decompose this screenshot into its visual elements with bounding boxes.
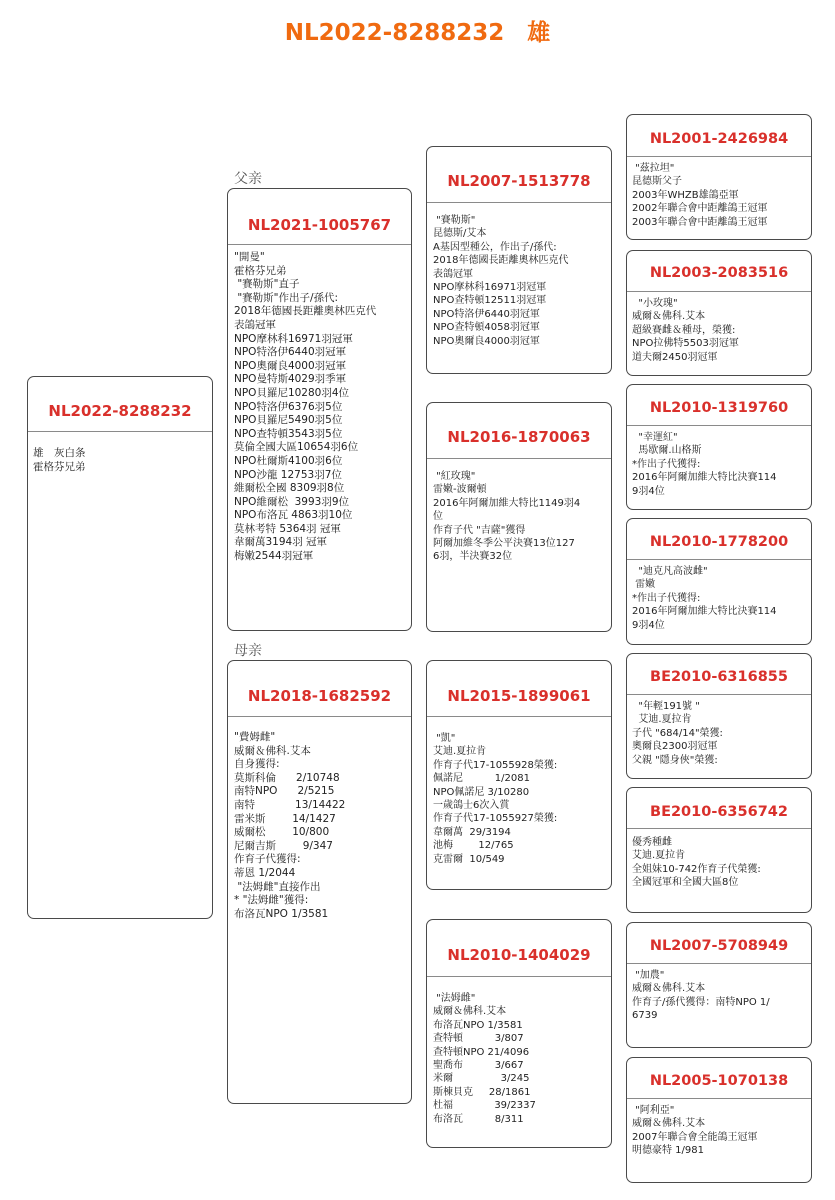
dss-details: "年輕191號 " 艾迪.夏拉肯 子代 "684/14"榮獲: 奧爾良2300羽冠軍 父親 "隱身俠"榮獲:: [632, 701, 723, 766]
ddd-details: "阿利亞" 威爾＆佛科.艾本 2007年聯合會全能鴿王冠軍 明德豪特 1/981: [632, 1105, 758, 1157]
divider: [427, 202, 611, 203]
sdd-ring-number: NL2010-1778200: [649, 534, 789, 550]
sire-card: [227, 188, 412, 631]
sire-details: "開曼" 霍格芬兄弟 "賽勒斯"直子 "賽勒斯"作出子/孫代: 2018年德國長距離奧林匹克代 表鴿冠軍 NPO摩林科16971羽冠軍 NPO特洛伊6440羽冠軍 NPO奧爾良4000羽冠軍 NPO曼特斯4029羽季軍 NPO貝羅尼10280羽4位 NPO特洛伊6376羽5位 NPO貝羅尼5490羽5位 NPO查特頓3543羽5位 莫倫全國大區10654羽6位 NPO杜爾斯4100羽6位 NPO沙龍 12753羽7位 維爾松全國 8309羽8位 NPO維爾松 3993羽9位 NPO布洛瓦 4863羽10位 莫林考特 5364羽 冠軍 韋爾萬3194羽 冠軍 梅嫩2544羽冠軍: [234, 251, 377, 563]
sire-ring-number: NL2021-1005767: [247, 216, 392, 234]
divider: [627, 1098, 811, 1099]
dam-card: [227, 660, 412, 1104]
sire-dam-details: "紅玫瑰" 雷嫩-波爾頓 2016年阿爾加維大特比1149羽4 位 作育子代 "吉薩"獲得 阿爾加維冬季公平決賽13位127 6羽，半決賽32位: [433, 471, 581, 563]
divider: [627, 559, 811, 560]
sire-sire-details: "賽勒斯" 昆德斯/艾本 A基因型種公，作出子/孫代: 2018年德國長距離奧林匹克代 表鴿冠軍 NPO摩林科16971羽冠軍 NPO查特頓12511羽冠軍 NPO特洛伊6440羽冠軍 NPO查特頓4058羽冠軍 NPO奧爾良4000羽冠軍: [433, 215, 569, 347]
sire-dam-dam-card: [626, 518, 812, 645]
sds-ring-number: NL2010-1319760: [649, 400, 789, 416]
dam-sire-sire-card: [626, 653, 812, 779]
dam-dam-card: [426, 919, 612, 1148]
dam-dam-ring-number: NL2010-1404029: [447, 946, 591, 964]
divider: [627, 156, 811, 157]
divider: [427, 716, 611, 717]
divider: [627, 291, 811, 292]
dsd-details: 優秀種雌 艾迪.夏拉肯 全姐妹10-742作育子代榮獲: 全國冠軍和全國大區8位: [632, 837, 761, 889]
dds-details: "加農" 威爾＆佛科.艾本 作育子/孫代獲得：南特NPO 1/ 6739: [632, 970, 770, 1022]
subject-details: 雄 灰白条 霍格芬兄弟: [33, 447, 86, 473]
sdd-details: "迪克凡高波雌" 雷嫩 *作出子代獲得: 2016年阿爾加維大特比決賽114 9羽4位: [632, 566, 777, 631]
dds-ring-number: NL2007-5708949: [649, 938, 789, 954]
divider: [627, 828, 811, 829]
sire-label: 父亲: [234, 171, 262, 187]
sire-dam-sire-card: [626, 384, 812, 510]
sire-sire-ring-number: NL2007-1513778: [447, 172, 591, 190]
dam-dam-sire-card: [626, 922, 812, 1048]
divider: [627, 425, 811, 426]
dam-label: 母亲: [234, 643, 262, 659]
sire-dam-card: [426, 402, 612, 632]
ddd-ring-number: NL2005-1070138: [649, 1073, 789, 1089]
divider: [28, 431, 212, 432]
dam-dam-details: "法姆雌" 威爾＆佛科.艾本 布洛瓦NPO 1/3581 查特頓 3/807 查特頓NPO 21/4096 聖喬布 3/667 米爾 3/245 斯棟貝克 28/1861 杜福 39/2337 布洛瓦 8/311: [433, 993, 536, 1125]
subject-card: [27, 376, 213, 919]
sire-sire-dam-card: [626, 250, 812, 376]
sire-dam-ring-number: NL2016-1870063: [447, 428, 591, 446]
dam-sire-ring-number: NL2015-1899061: [447, 687, 591, 705]
divider: [427, 458, 611, 459]
sds-details: "幸運紅" 馬歇爾.山格斯 *作出子代獲得: 2016年阿爾加維大特比決賽114 9羽4位: [632, 432, 777, 497]
sire-sire-card: [426, 146, 612, 374]
divider: [627, 694, 811, 695]
divider: [427, 976, 611, 977]
sss-ring-number: NL2001-2426984: [649, 131, 789, 147]
dam-details: "費姆雌" 威爾＆佛科.艾本 自身獲得: 莫斯科倫 2/10748 南特NPO 2/5215 南特 13/14422 雷米斯 14/1427 威爾松 10/800 尼爾吉斯 9/347 作育子代獲得: 蒂恩 1/2044 "法姆雌"直接作出 * "法姆雌"獲得: 布洛瓦NPO 1/3581: [234, 731, 346, 920]
dsd-ring-number: BE2010-6356742: [650, 804, 788, 820]
divider: [228, 716, 411, 717]
dss-ring-number: BE2010-6316855: [650, 669, 788, 685]
subject-ring-number: NL2022-8288232: [48, 402, 192, 420]
divider: [627, 963, 811, 964]
dam-ring-number: NL2018-1682592: [247, 687, 392, 705]
ssd-ring-number: NL2003-2083516: [649, 265, 789, 281]
dam-sire-details: "凱" 艾迪.夏拉肯 作育子代17-1055928榮獲: 佩諾尼 1/2081 NPO佩諾尼 3/10280 一歲鴿士6次入賞 作育子代17-1055927榮獲: 韋爾萬 29/3194 池梅 12/765 克雷爾 10/549: [433, 733, 558, 865]
dam-sire-card: [426, 660, 612, 890]
dam-sire-dam-card: [626, 787, 812, 913]
pedigree-title: NL2022-8288232 雄: [284, 20, 551, 46]
ssd-details: "小玫瑰" 威爾＆佛科.艾本 超級賽雌＆種母，榮獲: NPO拉佛特5503羽冠軍 道夫爾2450羽冠軍: [632, 298, 739, 363]
divider: [228, 244, 411, 245]
dam-dam-dam-card: [626, 1057, 812, 1183]
sss-details: "茲拉坦" 昆德斯父子 2003年WHZB雄鴿亞軍 2002年聯合會中距離鴿王冠軍 2003年聯合會中距離鴿王冠軍: [632, 163, 768, 228]
sire-sire-sire-card: [626, 114, 812, 240]
